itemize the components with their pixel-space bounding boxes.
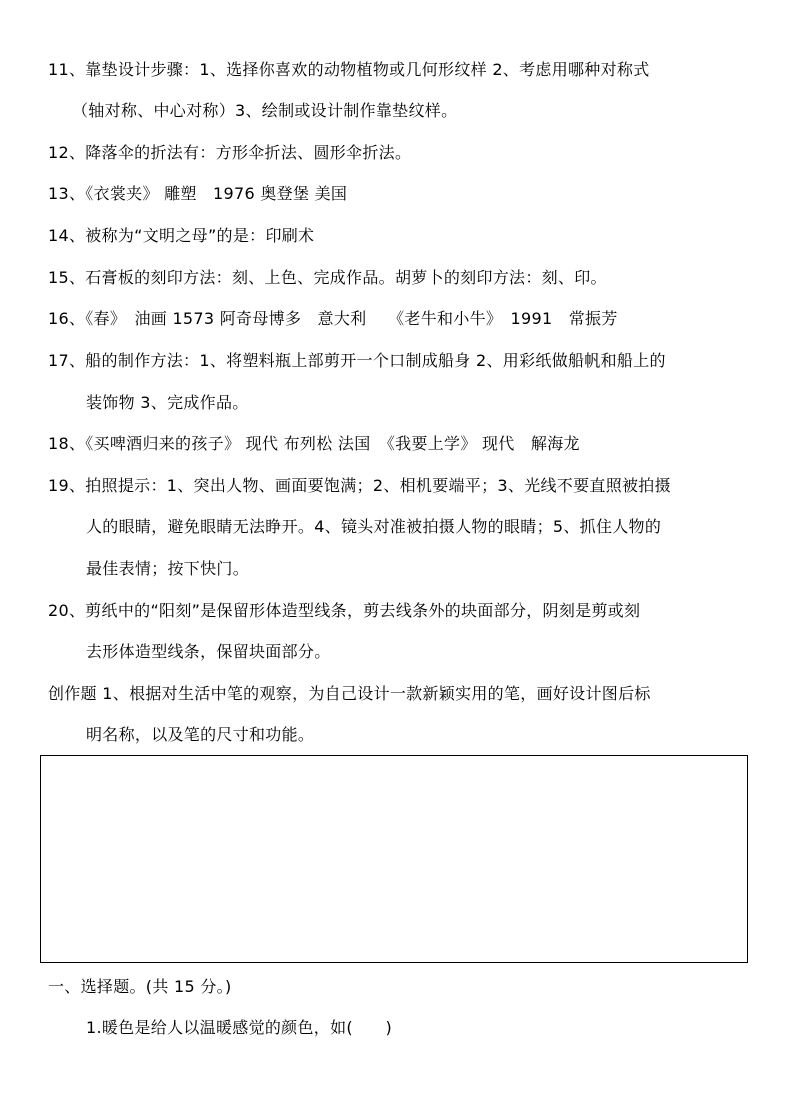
section-heading: 一、选择题。(共 15 分。) — [48, 977, 232, 996]
text-line: 装饰物 3、完成作品。 — [86, 393, 249, 412]
text-line: 14、被称为“文明之母”的是：印刷术 — [48, 226, 315, 245]
text-line: （轴对称、中心对称）3、绘制或设计制作靠垫纹样。 — [72, 101, 458, 120]
text-line: 创作题 1、根据对生活中笔的观察，为自己设计一款新颖实用的笔，画好设计图后标 — [48, 684, 651, 703]
text-line: 19、拍照提示：1、突出人物、画面要饱满；2、相机要端平；3、光线不要直照被拍摄 — [48, 476, 671, 495]
design-answer-box[interactable] — [40, 755, 748, 963]
text-line: 15、石膏板的刻印方法：刻、上色、完成作品。胡萝卜的刻印方法：刻、印。 — [48, 268, 607, 287]
text-line: 16、《春》 油画 1573 阿奇母博多 意大利 《老牛和小牛》 1991 常振芳 — [48, 309, 618, 328]
text-line: 12、降落伞的折法有：方形伞折法、圆形伞折法。 — [48, 143, 412, 162]
text-line: 最佳表情；按下快门。 — [86, 559, 250, 578]
question-text: 1.暖色是给人以温暖感觉的颜色，如( ) — [86, 1018, 393, 1037]
text-line: 20、剪纸中的“阳刻”是保留形体造型线条，剪去线条外的块面部分，阴刻是剪或刻 — [48, 601, 641, 620]
text-line: 18、《买啤酒归来的孩子》 现代 布列松 法国 《我要上学》 现代 解海龙 — [48, 434, 580, 453]
text-line: 13、《衣裳夹》 雕塑 1976 奥登堡 美国 — [48, 184, 348, 203]
text-line: 明名称，以及笔的尺寸和功能。 — [86, 725, 315, 744]
text-line: 人的眼睛，避免眼睛无法睁开。4、镜头对准被拍摄人物的眼睛；5、抓住人物的 — [86, 517, 662, 536]
text-line: 17、船的制作方法：1、将塑料瓶上部剪开一个口制成船身 2、用彩纸做船帆和船上的 — [48, 351, 666, 370]
text-line: 11、靠垫设计步骤：1、选择你喜欢的动物植物或几何形纹样 2、考虑用哪种对称式 — [48, 60, 650, 79]
text-line: 去形体造型线条，保留块面部分。 — [86, 642, 331, 661]
